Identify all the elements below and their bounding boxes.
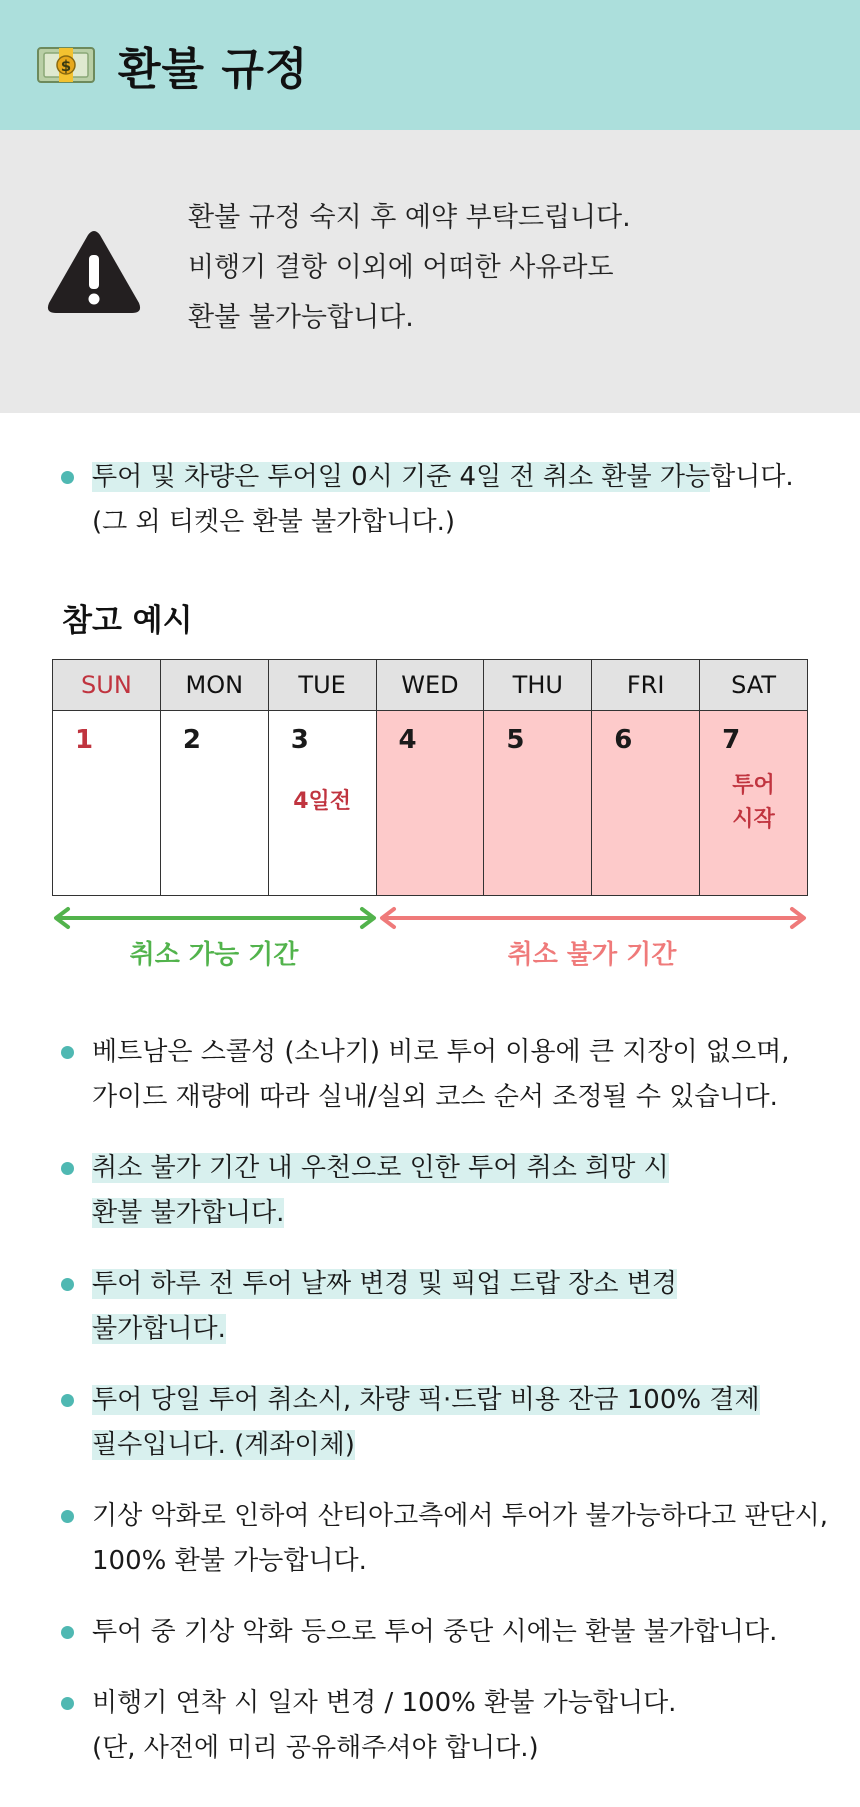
period-arrows bbox=[52, 904, 808, 934]
cancel-no-arrow-icon bbox=[382, 909, 804, 927]
day-header-sun: SUN bbox=[53, 660, 161, 711]
page-title: 환불 규정 bbox=[118, 44, 309, 95]
date-number: 6 bbox=[614, 725, 633, 755]
highlight-text: 필수입니다. (계좌이체) bbox=[92, 1430, 355, 1460]
policy-text: 베트남은 스콜성 (소나기) 비로 투어 이용에 큰 지장이 없으며, bbox=[92, 1037, 790, 1067]
policy-text: 비행기 연착 시 일자 변경 / 100% 환불 가능합니다. bbox=[92, 1688, 677, 1718]
policy-text: 합니다. bbox=[710, 462, 794, 492]
highlight-text: 투어 및 차량은 투어일 0시 기준 4일 전 취소 환불 가능 bbox=[92, 462, 711, 492]
day-header-sat: SAT bbox=[700, 660, 808, 711]
date-number: 5 bbox=[506, 725, 525, 755]
warning-text bbox=[188, 193, 631, 343]
policy-item bbox=[0, 1262, 860, 1352]
highlight-text: 취소 불가 기간 내 우천으로 인한 투어 취소 희망 시 bbox=[92, 1153, 669, 1183]
warning-line: 환불 규정 숙지 후 예약 부탁드립니다. bbox=[188, 201, 631, 233]
policy-item bbox=[0, 1494, 860, 1584]
header-banner bbox=[0, 0, 860, 130]
policy-text: 가이드 재량에 따라 실내/실외 코스 순서 조정될 수 있습니다. bbox=[92, 1082, 778, 1112]
date-number: 7 bbox=[722, 725, 741, 755]
highlight-text: 투어 하루 전 투어 날짜 변경 및 픽업 드랍 장소 변경 bbox=[92, 1269, 677, 1299]
date-cell bbox=[268, 711, 376, 896]
date-cell bbox=[376, 711, 484, 896]
highlight-text: 환불 불가합니다. bbox=[92, 1198, 285, 1228]
policy-content bbox=[0, 455, 860, 1771]
tour-start-line: 투어 bbox=[732, 773, 775, 798]
policy-item bbox=[0, 1030, 860, 1120]
example-calendar bbox=[52, 659, 808, 984]
bullet-dot-icon bbox=[61, 1394, 74, 1407]
calendar-date-row bbox=[53, 711, 808, 896]
date-cell bbox=[700, 711, 808, 896]
tour-start-line: 시작 bbox=[732, 807, 775, 832]
policy-item bbox=[0, 1681, 860, 1771]
cancel-no-label: 취소 불가 기간 bbox=[507, 940, 677, 970]
bullet-dot-icon bbox=[61, 1278, 74, 1291]
date-number: 1 bbox=[75, 725, 94, 755]
day-header-tue: TUE bbox=[268, 660, 376, 711]
four-days-before-note: 4일전 bbox=[293, 789, 352, 814]
bullet-dot-icon bbox=[61, 1626, 74, 1639]
policy-text: 100% 환불 가능합니다. bbox=[92, 1546, 367, 1576]
bullet-dot-icon bbox=[61, 1510, 74, 1523]
tour-start-note bbox=[700, 769, 807, 837]
policy-item bbox=[0, 1610, 860, 1655]
date-cell bbox=[484, 711, 592, 896]
date-cell bbox=[592, 711, 700, 896]
warning-line: 비행기 결항 이외에 어떠한 사유라도 bbox=[188, 251, 614, 283]
date-cell bbox=[160, 711, 268, 896]
policy-item bbox=[0, 1146, 860, 1236]
svg-text:$: $ bbox=[60, 57, 72, 75]
example-title: 참고 예시 bbox=[62, 603, 193, 639]
policy-text: 기상 악화로 인하여 산티아고측에서 투어가 불가능하다고 판단시, bbox=[92, 1501, 828, 1531]
bullet-dot-icon bbox=[61, 1162, 74, 1175]
day-header-thu: THU bbox=[484, 660, 592, 711]
policy-item bbox=[0, 1378, 860, 1468]
bullet-dot-icon bbox=[61, 471, 74, 484]
calendar-header-row bbox=[53, 660, 808, 711]
date-number: 2 bbox=[182, 725, 201, 755]
period-labels bbox=[52, 934, 808, 984]
highlight-text: 불가합니다. bbox=[92, 1314, 226, 1344]
date-number: 3 bbox=[290, 725, 309, 755]
bullet-dot-icon bbox=[61, 1046, 74, 1059]
policy-item bbox=[0, 455, 860, 545]
date-cell bbox=[53, 711, 161, 896]
warning-box bbox=[0, 130, 860, 413]
day-header-mon: MON bbox=[160, 660, 268, 711]
cancel-ok-arrow-icon bbox=[56, 909, 374, 927]
policy-text: (그 외 티켓은 환불 불가합니다.) bbox=[92, 507, 456, 537]
warning-icon bbox=[46, 229, 142, 315]
day-header-fri: FRI bbox=[592, 660, 700, 711]
policy-text: 투어 중 기상 악화 등으로 투어 중단 시에는 환불 불가합니다. bbox=[92, 1617, 778, 1647]
policy-text: (단, 사전에 미리 공유해주셔야 합니다.) bbox=[92, 1733, 539, 1763]
day-header-wed: WED bbox=[376, 660, 484, 711]
highlight-text: 투어 당일 투어 취소시, 차량 픽·드랍 비용 잔금 100% 결제 bbox=[92, 1385, 760, 1415]
bullet-dot-icon bbox=[61, 1697, 74, 1710]
date-number: 4 bbox=[398, 725, 417, 755]
warning-line: 환불 불가능합니다. bbox=[188, 301, 414, 333]
money-icon bbox=[36, 44, 96, 86]
cancel-ok-label: 취소 가능 기간 bbox=[129, 940, 299, 970]
